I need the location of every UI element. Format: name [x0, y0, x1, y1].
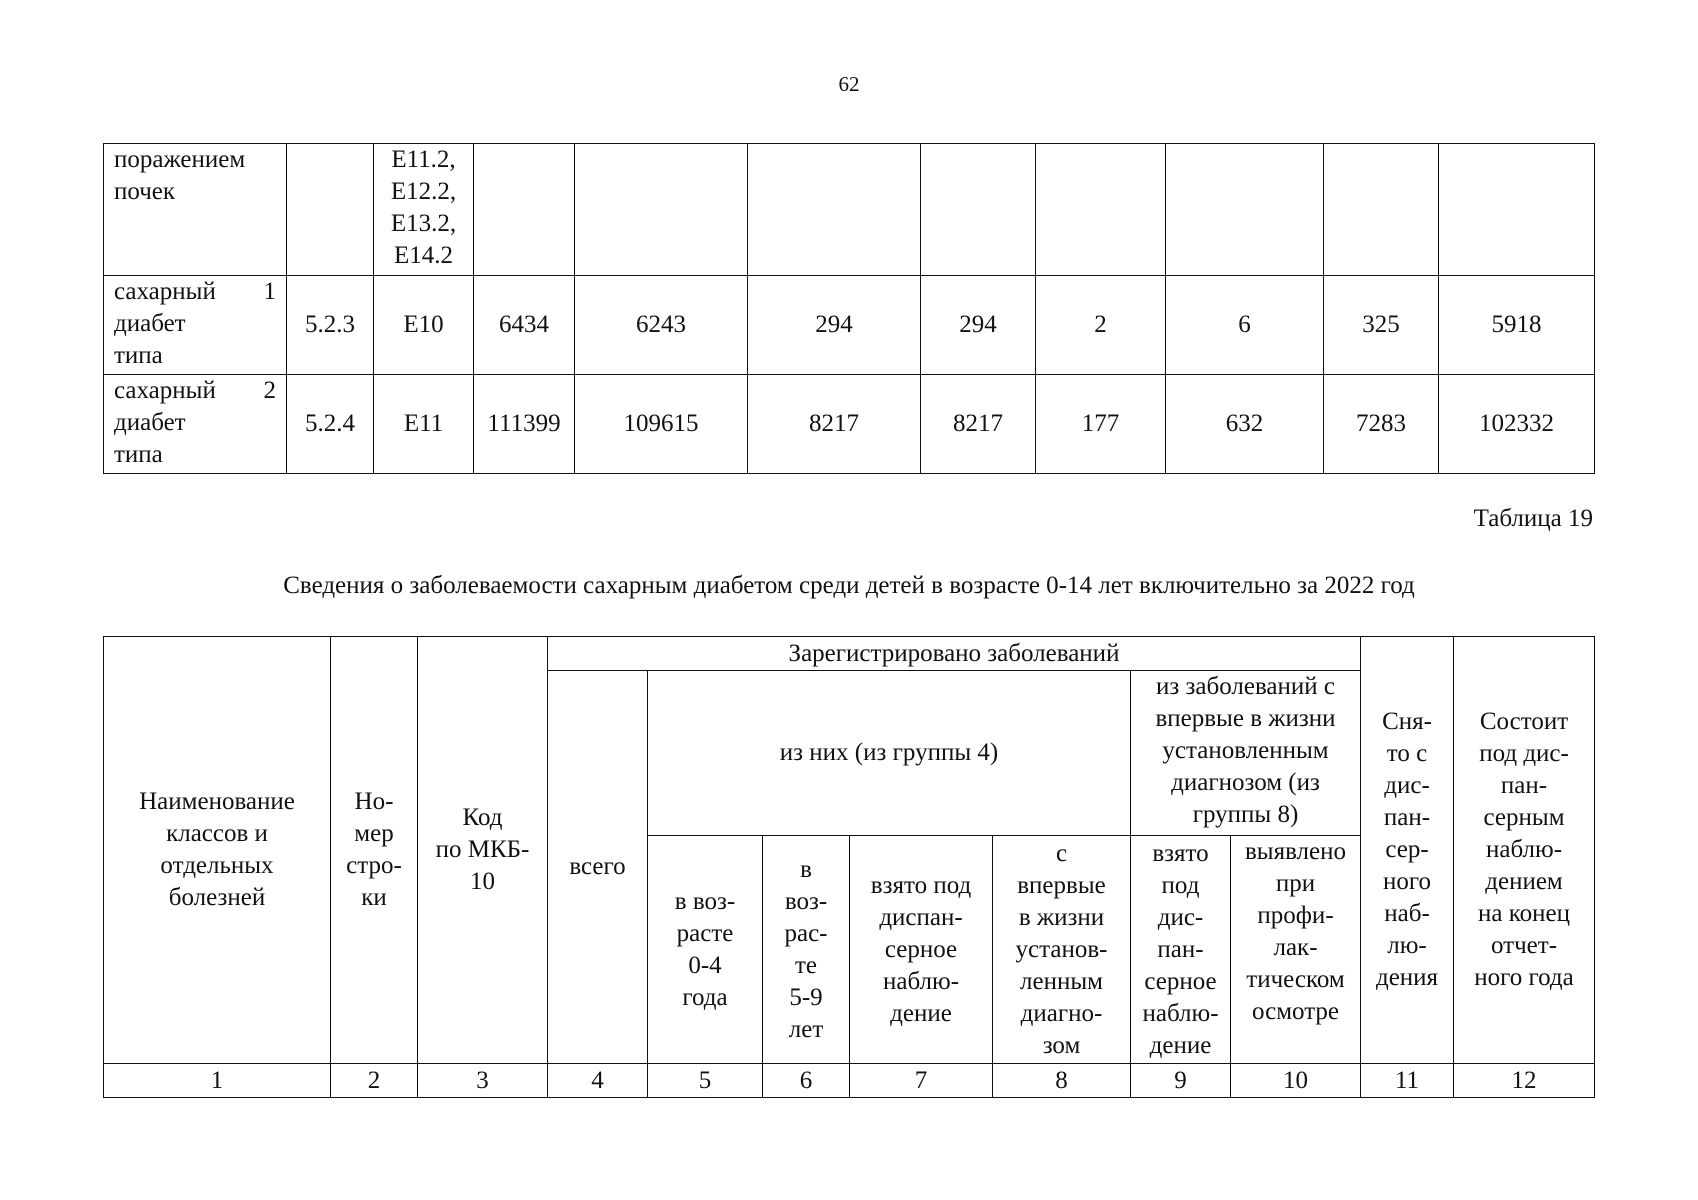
value-cell — [748, 144, 921, 276]
header-line: расте — [676, 919, 734, 947]
header-line: воз- — [784, 887, 828, 915]
table-row — [104, 375, 1595, 474]
header-prophylactic — [1231, 836, 1361, 1064]
column-number: 6 — [763, 1064, 850, 1098]
value-cell — [474, 144, 575, 276]
value-cell — [1166, 144, 1324, 276]
disease-name-text: сахарный диабет — [114, 377, 216, 436]
value-cell: 111399 — [474, 375, 575, 474]
header-line: на конец — [1478, 900, 1570, 927]
header-line: наблю- — [1485, 836, 1563, 863]
disease-name-text: сахарный диабет — [114, 278, 216, 337]
value-cell: 6 — [1166, 276, 1324, 375]
header-line: диспан- — [879, 903, 963, 931]
header-line: взято под — [870, 871, 972, 899]
value-cell: 632 — [1166, 375, 1324, 474]
header-line: лак- — [1273, 934, 1318, 961]
value-cell: 325 — [1324, 276, 1439, 375]
value-cell: 6434 — [474, 276, 575, 375]
header-line: лет — [788, 1015, 824, 1043]
value-cell: 7283 — [1324, 375, 1439, 474]
value-cell: 5918 — [1439, 276, 1595, 375]
header-line: при — [1275, 870, 1316, 897]
column-number: 10 — [1231, 1064, 1361, 1098]
header-line: Но- — [354, 788, 394, 815]
column-number: 3 — [418, 1064, 548, 1098]
disease-name — [104, 375, 287, 474]
header-line: с — [1055, 839, 1068, 867]
header-line: диагнозом (из — [1171, 769, 1320, 796]
header-line: дис- — [1157, 903, 1204, 931]
header-age-5-9 — [763, 836, 850, 1064]
disease-type-number: 1 — [263, 278, 276, 305]
header-line: серным — [1483, 804, 1565, 831]
value-cell: 294 — [748, 276, 921, 375]
table-row — [104, 144, 1595, 276]
header-line: под дис- — [1479, 740, 1569, 767]
header-line: Наименование — [139, 788, 295, 815]
header-taken-disp — [1131, 836, 1231, 1064]
value-cell — [1036, 144, 1166, 276]
header-line: года — [682, 983, 728, 1011]
value-cell: 294 — [921, 276, 1036, 375]
header-removed — [1361, 637, 1454, 1064]
header-line: Состоит — [1479, 708, 1569, 735]
page-number: 62 — [838, 72, 860, 96]
icd-code: E10 — [374, 276, 474, 375]
value-cell — [1439, 144, 1595, 276]
column-number: 5 — [648, 1064, 763, 1098]
icd-code-line: E14.2 — [393, 242, 454, 269]
header-line: лю- — [1387, 932, 1427, 959]
header-line: в воз- — [674, 887, 736, 915]
header-line: 10 — [470, 868, 495, 895]
value-cell: 6243 — [575, 276, 748, 375]
column-number: 1 — [104, 1064, 331, 1098]
header-line: взято — [1152, 839, 1209, 867]
value-cell: 2 — [1036, 276, 1166, 375]
header-line-number — [331, 637, 418, 1064]
header-line: впервые в жизни — [1155, 705, 1336, 732]
header-line: дение — [1149, 1031, 1212, 1059]
header-line: впервые — [1017, 871, 1106, 899]
header-line: дения — [1375, 964, 1439, 991]
header-icd-code — [418, 637, 548, 1064]
header-line: дис- — [1384, 772, 1430, 799]
header-age-0-4 — [648, 836, 763, 1064]
column-number: 2 — [331, 1064, 418, 1098]
value-cell: 102332 — [1439, 375, 1595, 474]
header-first-time — [1131, 671, 1361, 836]
value-cell: 8217 — [921, 375, 1036, 474]
header-line: ки — [361, 884, 387, 911]
icd-code-line: E11.2, — [391, 146, 456, 173]
header-line: под — [1161, 871, 1200, 899]
header-line: наб- — [1384, 900, 1430, 927]
column-number-row — [104, 1064, 1595, 1098]
disease-name: поражением почек — [104, 144, 287, 276]
line-number — [287, 144, 374, 276]
header-line: пан- — [1157, 935, 1204, 963]
column-number: 4 — [548, 1064, 648, 1098]
header-line: выявлено — [1244, 838, 1347, 865]
header-line: 0-4 — [688, 951, 722, 979]
value-cell: 109615 — [575, 375, 748, 474]
continuation-table — [103, 143, 1595, 474]
column-number: 12 — [1454, 1064, 1595, 1098]
header-disp — [850, 836, 993, 1064]
header-table — [103, 636, 1595, 1098]
header-line: рас- — [784, 919, 828, 947]
disease-name-end: типа — [114, 441, 163, 468]
value-cell — [575, 144, 748, 276]
header-line: дением — [1485, 868, 1563, 895]
header-line: ленным — [1020, 967, 1103, 995]
header-line: болезней — [168, 884, 266, 911]
header-row — [104, 637, 1595, 671]
header-line: диагно- — [1020, 999, 1103, 1027]
header-line: ного — [1383, 868, 1432, 895]
icd-code-line: E13.2, — [390, 210, 457, 237]
header-line: классов и — [166, 820, 268, 847]
icd-code-line: E12.2, — [390, 178, 457, 205]
header-line: дение — [890, 999, 952, 1027]
table-title: Сведения о заболеваемости сахарным диабетом среди детей в возрасте 0-14 лет включительно за 2022 год — [283, 572, 1415, 599]
header-line: мер — [354, 820, 394, 847]
header-total: всего — [548, 671, 648, 1064]
value-cell — [1324, 144, 1439, 276]
header-line: установленным — [1162, 737, 1329, 764]
header-line: пан- — [1383, 804, 1431, 831]
header-line: стро- — [346, 852, 402, 879]
disease-type-number: 2 — [263, 377, 276, 404]
header-line: группы 8) — [1192, 801, 1299, 828]
header-line: отдельных — [160, 852, 274, 879]
header-line: установ- — [1015, 935, 1108, 963]
line-number: 5.2.4 — [287, 375, 374, 474]
disease-name — [104, 276, 287, 375]
column-number: 8 — [993, 1064, 1131, 1098]
header-line: из заболеваний с — [1156, 673, 1335, 700]
header-line: осмотре — [1251, 998, 1340, 1025]
header-line: по МКБ- — [435, 836, 530, 863]
header-line: отчет- — [1491, 932, 1558, 959]
header-line: сер- — [1385, 836, 1429, 863]
header-line: наблю- — [1142, 999, 1219, 1027]
header-line: Сня- — [1382, 708, 1432, 735]
column-number: 7 — [850, 1064, 993, 1098]
header-line: серное — [884, 935, 958, 963]
header-line: то с — [1386, 740, 1428, 767]
header-line: серное — [1144, 967, 1217, 995]
header-of-them: из них (из группы 4) — [648, 671, 1131, 836]
header-line: тическом — [1246, 966, 1345, 993]
header-line: пан- — [1500, 772, 1548, 799]
table-row — [104, 276, 1595, 375]
table-label: Таблица 19 — [1473, 505, 1593, 532]
value-cell: 177 — [1036, 375, 1166, 474]
icd-code: E11 — [374, 375, 474, 474]
header-first-diagnosis — [993, 836, 1131, 1064]
column-number: 11 — [1361, 1064, 1454, 1098]
header-line: в — [800, 855, 812, 883]
header-line: 5-9 — [789, 983, 823, 1011]
header-line: те — [794, 951, 818, 979]
header-line: ного года — [1474, 964, 1574, 991]
header-line: зом — [1042, 1031, 1081, 1059]
header-consists — [1454, 637, 1595, 1064]
value-cell: 8217 — [748, 375, 921, 474]
header-name — [104, 637, 331, 1064]
column-number: 9 — [1131, 1064, 1231, 1098]
header-line: профи- — [1257, 902, 1334, 929]
line-number: 5.2.3 — [287, 276, 374, 375]
header-registered: Зарегистрировано заболеваний — [548, 637, 1361, 671]
header-line: Код — [462, 804, 503, 831]
header-line: в жизни — [1018, 903, 1105, 931]
disease-name-end: типа — [114, 342, 163, 369]
value-cell — [921, 144, 1036, 276]
icd-code — [374, 144, 474, 276]
header-line: наблю- — [882, 967, 960, 995]
